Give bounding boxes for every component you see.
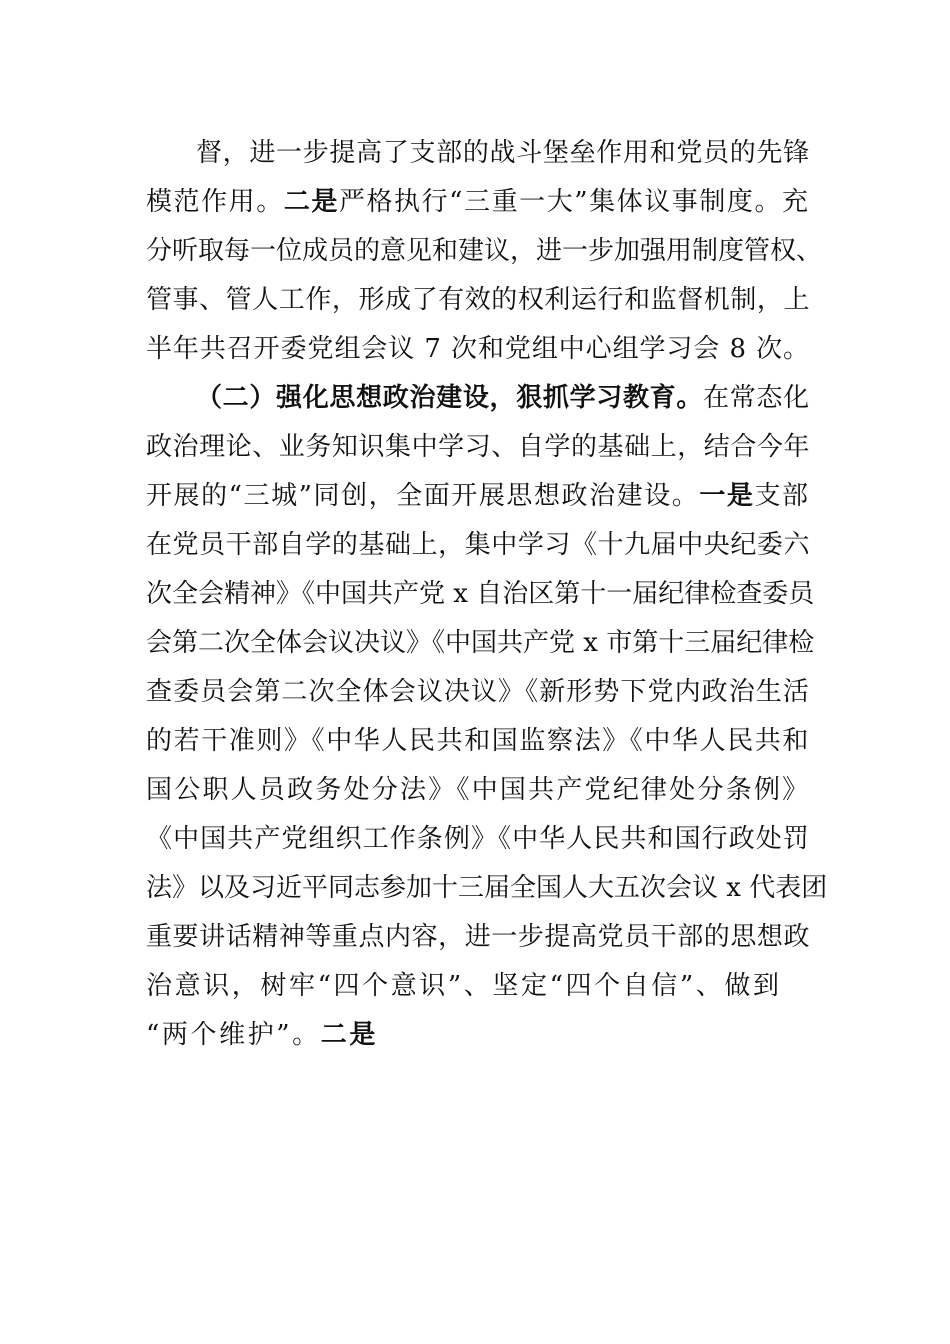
text-line-7 [146,432,810,462]
text-run: 管事、管人工作，形成了有效的权利运行和监督机制，上 [146,285,811,315]
text-line-4 [146,285,810,315]
text-run: 会第二次全体会议决议》《中国共产党 x 市第十三届纪律检 [146,628,815,658]
text-run: 督，进一步提高了支部的战斗堡垒作用和党员的先锋 [196,138,810,168]
text-line-13 [146,726,810,756]
text-line-11 [146,628,814,658]
text-run: “两个维护”。 [146,1020,321,1050]
bold-marker: 二是 [320,1020,378,1050]
text-line-5 [146,334,810,364]
text-run: 在党员干部自学的基础上，集中学习《十九届中央纪委六 [146,530,811,560]
text-run: 次全会精神》《中国共产党 x 自治区第十一届纪律检查委员 [146,579,815,609]
text-run: 查委员会第二次全体会议决议》《新形势下党内政治生活 [146,677,811,707]
text-line-1 [196,138,810,168]
text-line-10 [146,579,814,609]
text-line-12 [146,677,810,707]
text-line-2 [146,187,810,217]
text-run: 《中国共产党组织工作条例》《中华人民共和国行政处罚 [146,824,811,854]
text-run: 政治理论、业务知识集中学习、自学的基础上，结合今年 [146,432,811,462]
section-heading: （二）强化思想政治建设，狠抓学习教育。 [196,383,704,413]
text-run: 治意识，树牢“四个意识”、坚定“四个自信”、做到 [146,971,782,1001]
text-run: 重要讲话精神等重点内容，进一步提高党员干部的思想政 [146,922,811,952]
text-line-16 [146,873,827,903]
text-line-17 [146,922,810,952]
text-line-14 [146,775,810,805]
text-run: 模范作用。 [146,187,284,217]
text-run: 国公职人员政务处分法》《中国共产党纪律处分条例》 [146,775,811,805]
text-line-8 [146,481,810,511]
text-run: 法》以及习近平同志参加十三届全国人大五次会议 x 代表团 [146,873,828,903]
text-run: 严格执行“三重一大”集体议事制度。充 [338,187,810,217]
text-run: 在常态化 [703,383,810,413]
bold-marker: 一是 [699,481,755,511]
text-run: 支部 [754,481,810,511]
text-run: 开展的“三城”同创，全面开展思想政治建设。 [146,481,700,511]
text-line-9 [146,530,810,560]
text-line-3 [146,236,822,266]
text-line-18 [146,971,782,1001]
text-run: 分听取每一位成员的意见和建议，进一步加强用制度管权、 [146,236,823,266]
text-run: 的若干准则》《中华人民共和国监察法》《中华人民共和 [146,726,811,756]
section-heading-line [196,383,810,413]
bold-marker: 二是 [283,187,339,217]
text-line-19 [146,1020,378,1050]
text-line-15 [146,824,810,854]
text-run: 半年共召开委党组会议 7 次和党组中心组学习会 8 次。 [146,334,810,364]
